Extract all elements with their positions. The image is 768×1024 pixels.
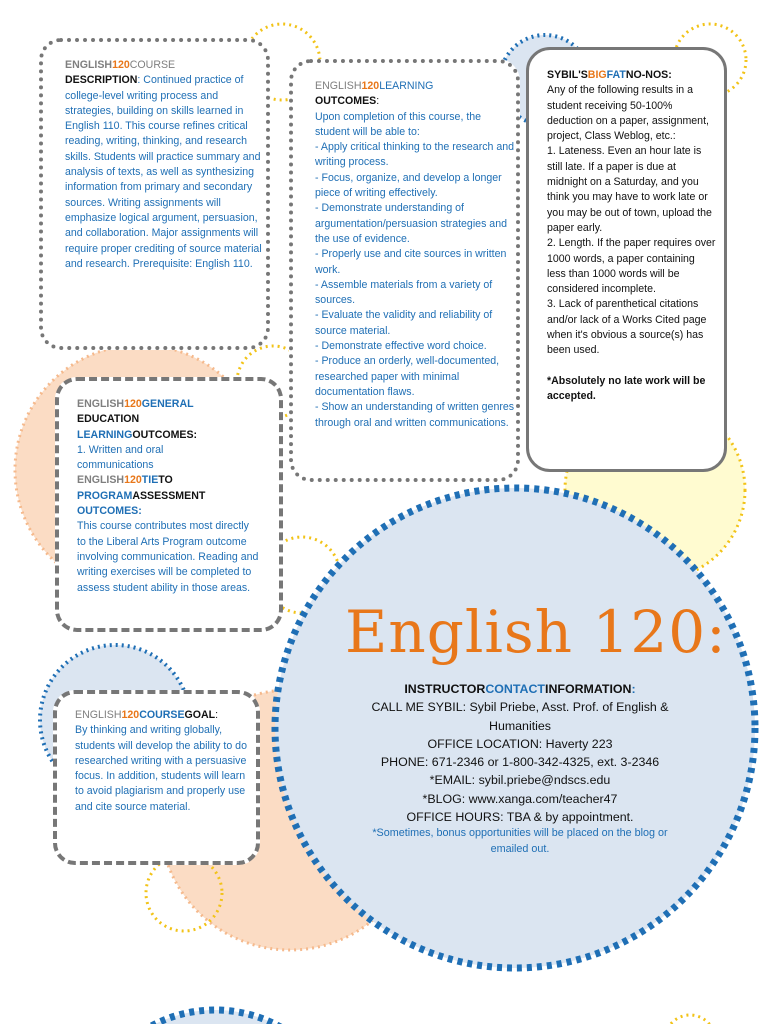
contact-info	[320, 680, 720, 857]
no-nos-footer: *Absolutely no late work will be accepted.	[547, 374, 706, 402]
contact-name: CALL ME SYBIL: Sybil Priebe, Asst. Prof. of English & Humanities	[371, 700, 669, 733]
course-goal-text: By thinking and writing globally, students will develop the ability to do researched writing with a persuasive focus. In addition, students will learn to avoid plagiarism and properly use and cite source material.	[75, 724, 247, 813]
heading-part: DESCRIPTION	[65, 74, 138, 87]
no-nos-heading: SYBIL'SBIGFATNO-NOS:	[547, 69, 672, 81]
contact-heading: INSTRUCTORCONTACTINFORMATION:	[404, 682, 636, 696]
page-title: English 120:	[345, 598, 727, 666]
course-description-box	[39, 38, 270, 350]
contact-blog[interactable]: *BLOG: www.xanga.com/teacher47	[422, 791, 618, 806]
learning-outcome-item: - Demonstrate understanding of argumentation/persuasion strategies and the use of evidence.	[315, 202, 507, 245]
no-nos-item: 2. Length. If the paper requires over 1000 words, a paper containing less than 1000 words will be considered incomplete.	[547, 237, 716, 296]
yellow-ring	[665, 1015, 715, 1024]
learning-outcome-item: - Focus, organize, and develop a longer piece of writing effectively.	[315, 171, 502, 200]
gen-ed-item: 1. Written and oral communications	[77, 443, 164, 472]
assessment-text: This course contributes most directly to the Liberal Arts Program outcome involving communication. Reading and writing exercises will be completed to assess student ability in those areas.	[77, 520, 259, 594]
learning-outcomes-heading: ENGLISH120LEARNING OUTCOMES:	[315, 80, 434, 108]
learning-outcome-item: - Properly use and cite sources in written work.	[315, 248, 507, 276]
learning-outcome-item: - Evaluate the validity and reliability of source material.	[315, 309, 493, 337]
learning-outcomes-intro: Upon completion of this course, the student will be able to:	[315, 110, 482, 138]
contact-note: *Sometimes, bonus opportunities will be placed on the blog or emailed out.	[372, 827, 668, 855]
heading-part: 120	[112, 59, 130, 71]
contact-office: OFFICE LOCATION: Haverty 223	[427, 736, 613, 751]
learning-outcome-item: - Apply critical thinking to the research and writing process.	[315, 141, 515, 169]
course-description-text	[65, 58, 266, 272]
heading-part: COURSE	[129, 59, 176, 71]
assessment-heading: ENGLISH120TIETO PROGRAMASSESSMENT OUTCOMES:	[77, 474, 206, 518]
description-body: : Continued practice of college-level writing process and strategies, building on skills learned in English 110. This course refines critical reading, writing, thinking, and research skills. Students will practice summary and analysis of texts, as well as synthesizing information from primary and secondary sources. Writing assignments will emphasize logical argument, persuasion, and collaboration. Major assignments will require proper crediting of source material and research. Prerequisite: English 110.	[65, 74, 262, 270]
no-nos-box	[526, 47, 727, 472]
heading-part: ENGLISH	[65, 59, 113, 71]
learning-outcome-item: - Assemble materials from a variety of sources.	[315, 278, 493, 307]
gen-ed-heading: ENGLISH120GENERAL EDUCATION LEARNINGOUTCOMES:	[77, 398, 198, 441]
no-nos-intro: Any of the following results in a student receiving 50-100% deduction on a paper, assignment, project, Class Weblog, etc.:	[547, 84, 709, 143]
learning-outcome-item: - Show an understanding of written genres through oral and written communications.	[315, 401, 515, 429]
general-education-box	[55, 377, 283, 632]
contact-phone: PHONE: 671-2346 or 1-800-342-4325, ext. 3-2346	[380, 755, 660, 770]
contact-hours: OFFICE HOURS: TBA & by appointment.	[406, 810, 634, 825]
contact-email[interactable]: *EMAIL: sybil.priebe@ndscs.edu	[429, 773, 611, 788]
learning-outcome-item: - Produce an orderly, well-documented, researched paper with minimal documentation flaws.	[315, 355, 500, 398]
no-nos-item: 3. Lack of parenthetical citations and/or lack of a Works Cited page when it's obvious a source(s) has been used.	[547, 298, 707, 357]
learning-outcomes-box	[289, 59, 520, 482]
learning-outcomes-list	[315, 140, 516, 431]
no-nos-item: 1. Lateness. Even an hour late is still late. If a paper is due at midnight on a Saturday, and you think you may have to work late or you may be out of town, upload the paper early.	[547, 145, 712, 234]
blue-circle	[80, 1010, 350, 1024]
course-goal-heading: ENGLISH120COURSEGOAL:	[75, 709, 219, 721]
course-goal-box	[53, 690, 260, 865]
learning-outcome-item: - Demonstrate effective word choice.	[315, 340, 487, 353]
